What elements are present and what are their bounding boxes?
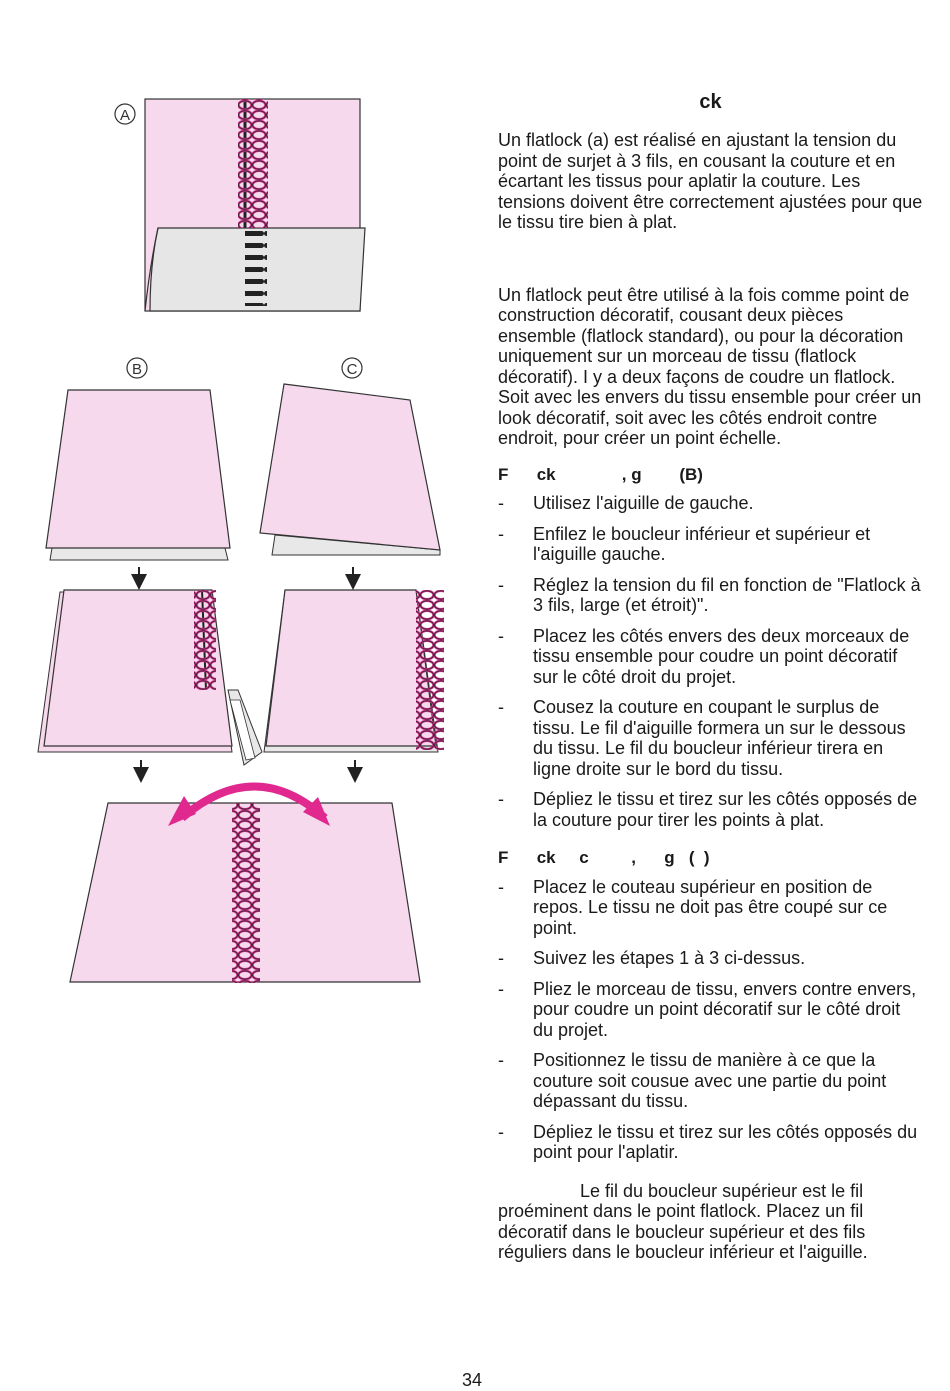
svg-text:A: A (119, 107, 131, 124)
label-b (127, 358, 147, 378)
note-paragraph: Le fil du boucleur supérieur est le fil proéminent dans le point flatlock. Placez un fil décoratif dans le boucleur supérieur et des fils réguliers dans le boucleur inférieur et l'aiguille. (498, 1180, 868, 1262)
section2-steps (498, 877, 923, 1163)
list-item: - Dépliez le tissu et tirez sur les côtés opposés de la couture pour tirer les points à plat. (498, 789, 918, 830)
figure-opened-seam (70, 787, 420, 984)
list-item: - Cousez la couture en coupant le surplus de tissu. Le fil d'aiguille formera un sur le dessous du tissu. Le fil du boucleur inférieur tirera en ligne droite sur le bord du tissu. (498, 697, 906, 779)
list-item: - Pliez le morceau de tissu, envers contre envers, pour coudre un point décoratif sur le côté droit du projet. (498, 978, 917, 1040)
label-c (342, 358, 362, 378)
section-title: ck (699, 91, 722, 113)
list-item: - Dépliez le tissu et tirez sur les côtés opposés du point pour l'aplatir. (498, 1121, 918, 1162)
section1-heading: F ck , g (B) (498, 464, 703, 484)
svg-text:C: C (346, 361, 358, 378)
list-item: - Enfilez le boucleur inférieur et supérieur et l'aiguille gauche. (498, 523, 871, 564)
page-number: 34 (462, 1370, 483, 1390)
figure-c-step2 (264, 590, 444, 752)
section1-steps (498, 493, 923, 830)
instructions-column (498, 92, 923, 1263)
list-item: - Positionnez le tissu de manière à ce que la couture soit cousue avec une partie du point dépassant du tissu. (498, 1050, 887, 1111)
flatlock-illustration (0, 0, 480, 1010)
figure-b-step1 (46, 390, 230, 560)
label-a (115, 104, 135, 124)
list-item: - Utilisez l'aiguille de gauche. (498, 493, 754, 513)
figure-b-step2 (38, 590, 262, 765)
list-item: - Placez les côtés envers des deux morceaux de tissu ensemble pour coudre un point décoratif sur le côté droit du projet. (498, 625, 910, 687)
intro-paragraph: Un flatlock (a) est réalisé en ajustant la tension du point de surjet à 3 fils, en cousant la couture et en écartant les tissus pour aplatir la couture. Les tensions doivent être correctement ajustées pour que le tissu tire bien à plat. (498, 130, 923, 232)
svg-text:B: B (131, 361, 143, 378)
usage-paragraph: Un flatlock peut être utilisé à la fois comme point de construction décoratif, cousant deux pièces ensemble (flatlock standard), ou pour la décoration uniquement sur un morceau de tissu (flatlock décoratif). I y a deux façons de coudre un flatlock. Soit avec les envers du tissu ensemble pour créer un look décoratif, soit avec les côtés endroit contre endroit, pour créer un point échelle. (498, 284, 922, 448)
section2-heading: F ck c , g ( ) (498, 848, 710, 867)
figure-a-flatlock-seam (145, 99, 365, 311)
list-item: - Réglez la tension du fil en fonction de "Flatlock à 3 fils, large (et étroit)". (498, 574, 921, 615)
list-item: - Suivez les étapes 1 à 3 ci-dessus. (498, 948, 806, 968)
figure-c-step1 (260, 384, 440, 555)
list-item: - Placez le couteau supérieur en position de repos. Le tissu ne doit pas être coupé sur ce point. (498, 876, 888, 938)
